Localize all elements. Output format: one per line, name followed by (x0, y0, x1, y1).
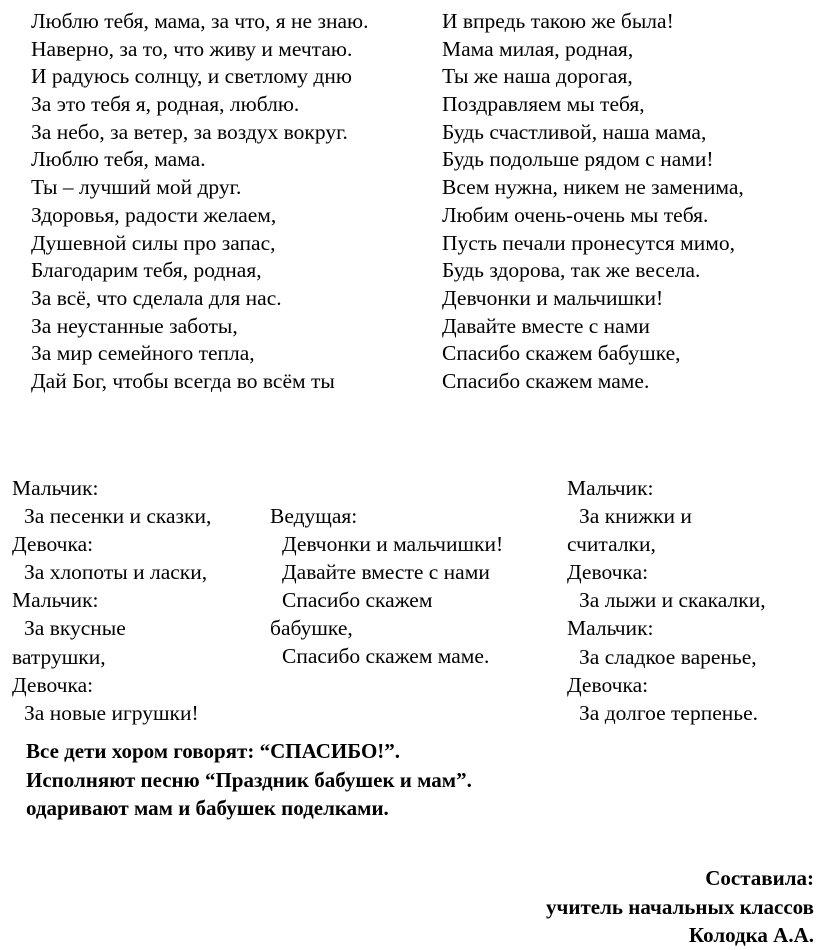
speaker-label: Девочка: (567, 560, 649, 585)
finale-line: одаривают мам и бабушек поделками. (26, 796, 389, 820)
dialogue-line: Спасибо скажем маме. (282, 644, 490, 669)
poem-line: Здоровья, радости желаем, (31, 202, 277, 227)
poem-line: Люблю тебя, мама. (31, 147, 206, 172)
poem-line: Будь подольше рядом с нами! (442, 147, 714, 172)
poem-line: За неустанные заботы, (31, 313, 238, 338)
signature-name: Колодка А.А. (688, 923, 814, 947)
poem-line: Наверно, за то, что живу и мечтаю. (31, 36, 353, 61)
poem-line: Спасибо скажем маме. (442, 368, 650, 393)
dialogue-line: Давайте вместе с нами (282, 560, 490, 585)
speaker-label: Мальчик: (12, 476, 99, 500)
dialogue-line: За лыжи и скакалки, (579, 588, 766, 613)
dialogue-line: За новые игрушки! (24, 700, 199, 725)
poem-line: Ты же наша дорогая, (442, 64, 633, 89)
speaker-label: Девочка: (12, 532, 94, 557)
finale-line: Все дети хором говорят: “СПАСИБО!”. (26, 739, 401, 763)
dialogue-line: За сладкое варенье, (579, 644, 757, 669)
poem-line: Поздравляем мы тебя, (442, 92, 645, 117)
speaker-label: Девочка: (567, 672, 649, 697)
poem-line: Девчонки и мальчишки! (442, 285, 664, 310)
poem-line: Пусть печали пронесутся мимо, (442, 230, 735, 255)
dialogue-line: ватрушки, (12, 644, 106, 669)
dialogue-line: считалки, (567, 532, 656, 557)
speaker-label: Ведущая: (270, 504, 358, 528)
poem-line: Ты – лучший мой друг. (31, 175, 242, 200)
signature-position: учитель начальных классов (546, 894, 814, 919)
poem-line: Душевной силы про запас, (31, 230, 276, 255)
dialogue-line: За песенки и сказки, (24, 504, 212, 529)
finale-line: Исполняют песню “Праздник бабушек и мам”. (26, 767, 472, 792)
speaker-label: Девочка: (12, 672, 94, 697)
poem-line: Давайте вместе с нами (442, 313, 650, 338)
dialogue-line: Девчонки и мальчишки! (282, 532, 504, 557)
speaker-label: Мальчик: (567, 616, 654, 641)
poem-line: И впредь такою же была! (442, 9, 674, 33)
dialogue-line: За вкусные (24, 616, 126, 641)
signature-heading: Составила: (705, 866, 814, 890)
poem-line: Мама милая, родная, (442, 36, 634, 61)
dialogue-left-column (12, 474, 211, 727)
poem-line: За небо, за ветер, за воздух вокруг. (31, 119, 348, 144)
dialogue-line: Спасибо скажем (282, 588, 433, 613)
dialogue-line: За долгое терпенье. (579, 700, 759, 725)
poem-line: Спасибо скажем бабушке, (442, 341, 681, 366)
poem-line: Люблю тебя, мама, за что, я не знаю. (31, 9, 369, 33)
speaker-label: Мальчик: (567, 476, 654, 500)
poem-line: Будь здорова, так же весела. (442, 258, 701, 283)
speaker-label: Мальчик: (12, 588, 99, 613)
poem-line: Благодарим тебя, родная, (31, 258, 262, 283)
dialogue-line: бабушке, (270, 616, 353, 641)
poem-line: За мир семейного тепла, (31, 341, 255, 366)
dialogue-line: За книжки и (579, 504, 692, 529)
poem-line: За это тебя я, родная, люблю. (31, 92, 300, 117)
dialogue-right-column (567, 474, 766, 727)
poem-line: За всё, что сделала для нас. (31, 285, 282, 310)
dialogue-line: За хлопоты и ласки, (24, 560, 208, 585)
finale-block (26, 737, 472, 823)
author-signature (546, 864, 814, 950)
poem-line: И радуюсь солнцу, и светлому дню (31, 64, 352, 89)
poem-line: Всем нужна, никем не заменима, (442, 175, 744, 200)
dialogue-middle-column (270, 502, 503, 671)
poem-left-column (31, 8, 368, 396)
poem-line: Будь счастливой, наша мама, (442, 119, 707, 144)
poem-line: Любим очень-очень мы тебя. (442, 202, 709, 227)
poem-right-column (442, 8, 744, 396)
poem-line: Дай Бог, чтобы всегда во всём ты (31, 368, 335, 393)
